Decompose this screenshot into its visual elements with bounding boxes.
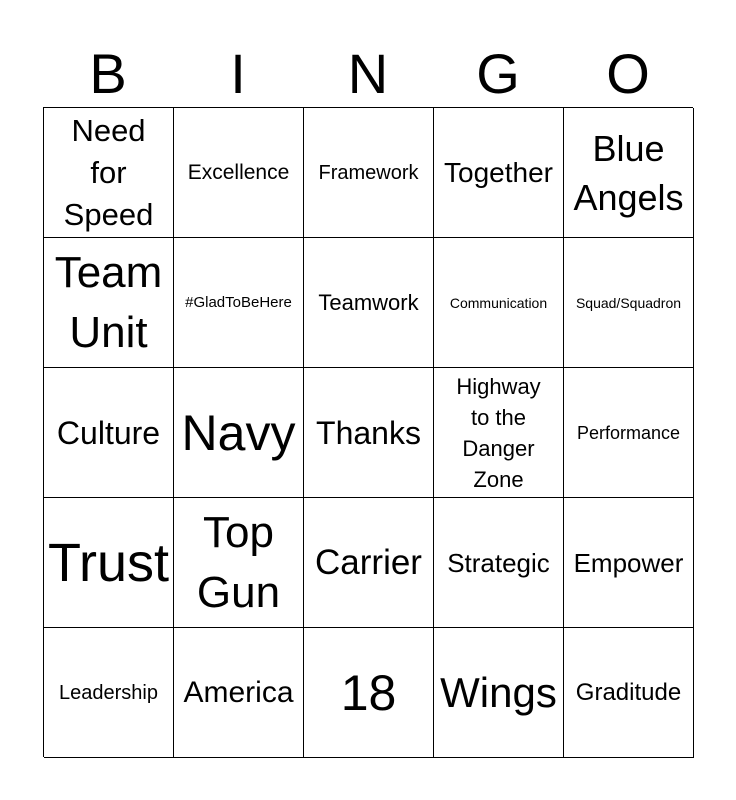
cell-text: Top Gun	[196, 507, 281, 617]
header-letter-i: I	[230, 42, 246, 105]
bingo-cell[interactable]	[564, 628, 694, 758]
cell-text: Performance	[576, 422, 681, 443]
bingo-cell[interactable]	[304, 238, 434, 368]
header-letter-g: G	[476, 42, 520, 105]
header-letter-o: O	[606, 42, 650, 105]
cell-text: Navy	[181, 404, 296, 461]
cell-text: Thanks	[316, 414, 421, 451]
bingo-cell[interactable]	[174, 498, 304, 628]
bingo-cell[interactable]	[564, 108, 694, 238]
bingo-header	[43, 40, 693, 108]
header-letter-b: B	[89, 42, 127, 105]
bingo-cell[interactable]	[44, 628, 174, 758]
bingo-cell[interactable]	[434, 498, 564, 628]
cell-text: Trust	[48, 532, 169, 593]
cell-text: Leadership	[59, 681, 158, 704]
cell-text: #GladToBeHere	[185, 293, 292, 311]
bingo-cell[interactable]	[44, 368, 174, 498]
cell-text: 18	[340, 664, 397, 721]
bingo-cell[interactable]	[304, 368, 434, 498]
cell-text: Empower	[573, 547, 684, 578]
cell-text: Framework	[318, 161, 419, 184]
bingo-cell[interactable]	[564, 498, 694, 628]
header-letter-n: N	[347, 42, 389, 105]
cell-text: Graditude	[575, 678, 682, 706]
cell-text: Together	[444, 156, 553, 188]
bingo-cell[interactable]	[304, 498, 434, 628]
cell-text: Blue Angels	[573, 127, 684, 218]
bingo-cell[interactable]	[174, 238, 304, 368]
bingo-cell[interactable]	[434, 238, 564, 368]
cell-text: Culture	[56, 414, 161, 451]
cell-text: Communication	[449, 294, 548, 311]
cell-text: Excellence	[187, 160, 290, 184]
bingo-cell[interactable]	[304, 628, 434, 758]
bingo-cell[interactable]	[434, 108, 564, 238]
bingo-cell[interactable]	[434, 368, 564, 498]
cell-text: America	[183, 675, 294, 709]
bingo-cell[interactable]	[174, 628, 304, 758]
bingo-cell[interactable]	[44, 108, 174, 238]
cell-text: Squad/Squadron	[575, 294, 682, 311]
bingo-cell[interactable]	[564, 368, 694, 498]
bingo-cell[interactable]	[434, 628, 564, 758]
cell-text: Teamwork	[318, 289, 419, 315]
bingo-cell[interactable]	[44, 238, 174, 368]
cell-text: Highway to the Danger Zone	[456, 373, 541, 492]
bingo-cell[interactable]	[174, 368, 304, 498]
cell-text: Wings	[440, 668, 557, 716]
cell-text: Strategic	[447, 547, 550, 578]
bingo-cell[interactable]	[174, 108, 304, 238]
bingo-cell[interactable]	[564, 238, 694, 368]
cell-text: Need for Speed	[63, 112, 154, 232]
bingo-board	[43, 107, 693, 757]
bingo-cell[interactable]	[44, 498, 174, 628]
cell-text: Carrier	[315, 542, 422, 582]
cell-text: Team Unit	[54, 247, 163, 357]
bingo-cell[interactable]	[304, 108, 434, 238]
